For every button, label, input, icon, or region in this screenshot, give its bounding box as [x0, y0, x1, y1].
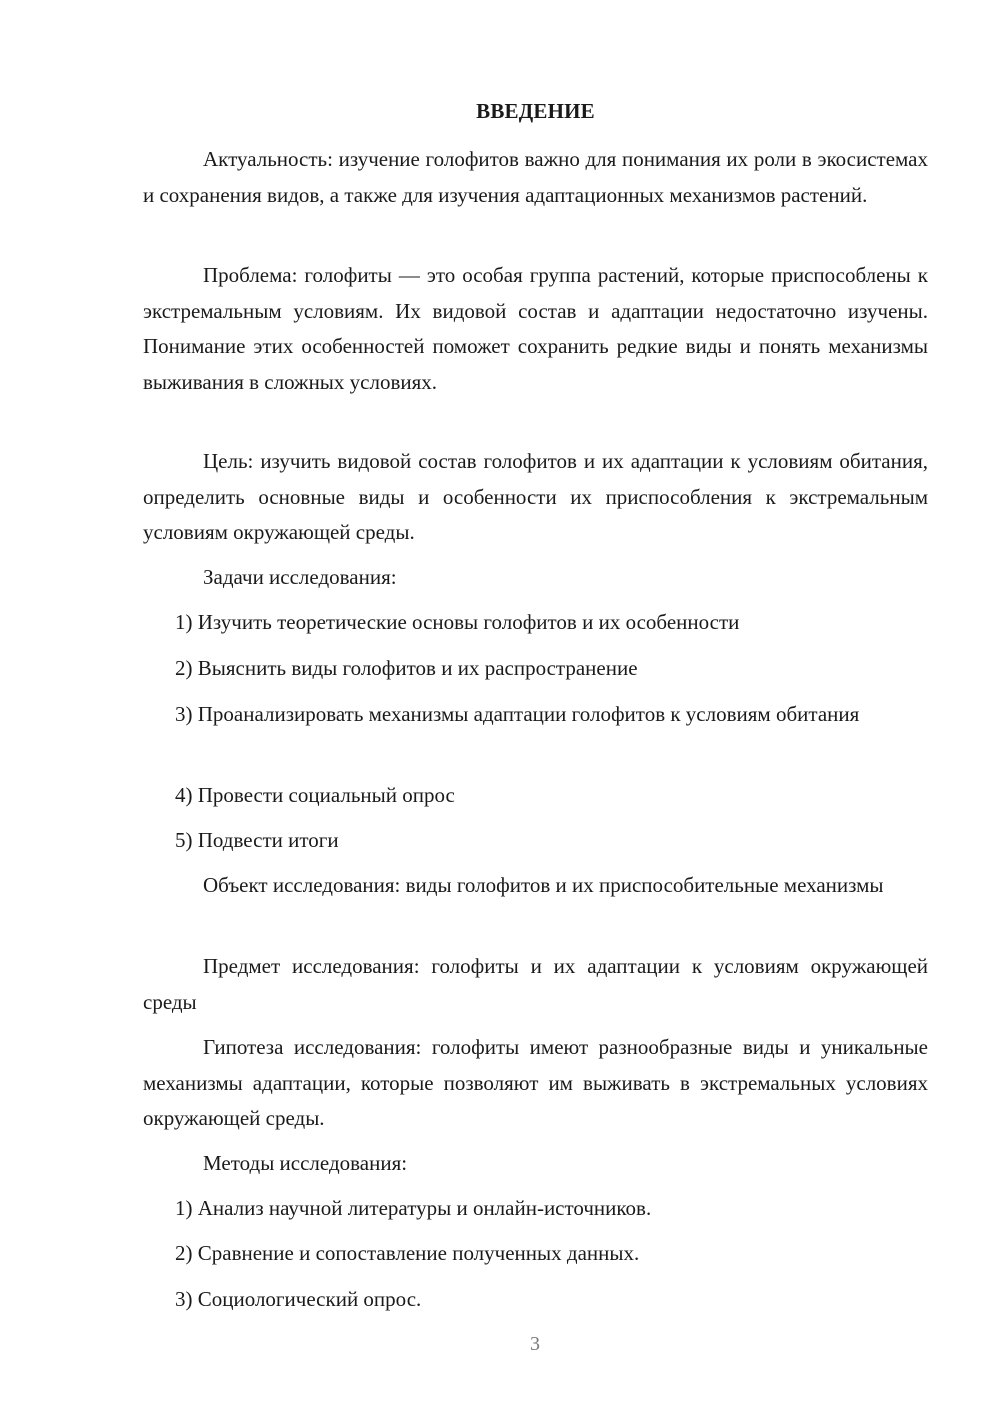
paragraph-hypothesis: Гипотеза исследования: голофиты имеют разнообразные виды и уникальные механизмы адаптации, которые позволяют им выживать в экстремальных условиях окружающей среды.	[143, 1035, 928, 1130]
paragraph-object: Объект исследования: виды голофитов и их приспособительные механизмы	[203, 873, 884, 897]
method-item-2: 2) Сравнение и сопоставление полученных данных.	[175, 1241, 640, 1265]
methods-heading: Методы исследования:	[203, 1151, 408, 1175]
method-item-3: 3) Социологический опрос.	[175, 1287, 422, 1311]
method-item-1: 1) Анализ научной литературы и онлайн-источников.	[175, 1196, 652, 1220]
task-item-2: 2) Выяснить виды голофитов и их распространение	[175, 656, 638, 680]
page-number: 3	[530, 1333, 540, 1355]
task-item-4: 4) Провести социальный опрос	[175, 783, 455, 807]
paragraph-subject: Предмет исследования: голофиты и их адаптации к условиям окружающей среды	[143, 954, 928, 1014]
task-item-3: 3) Проанализировать механизмы адаптации голофитов к условиям обитания	[175, 702, 860, 726]
tasks-heading: Задачи исследования:	[203, 565, 397, 589]
paragraph-relevance: Актуальность: изучение голофитов важно для понимания их роли в экосистемах и сохранения видов, а также для изучения адаптационных механизмов растений.	[143, 147, 928, 207]
page-title: ВВЕДЕНИЕ	[476, 99, 595, 123]
task-item-1: 1) Изучить теоретические основы голофитов и их особенности	[175, 610, 740, 634]
paragraph-goal: Цель: изучить видовой состав голофитов и их адаптации к условиям обитания, определить основные виды и особенности их приспособления к экстремальным условиям окружающей среды.	[143, 449, 928, 544]
task-item-5: 5) Подвести итоги	[175, 828, 339, 852]
paragraph-problem: Проблема: голофиты — это особая группа растений, которые приспособлены к экстремальным условиям. Их видовой состав и адаптации недостаточно изучены. Понимание этих особенностей поможет сохранить редкие виды и понять механизмы выживания в сложных условиях.	[143, 263, 928, 394]
